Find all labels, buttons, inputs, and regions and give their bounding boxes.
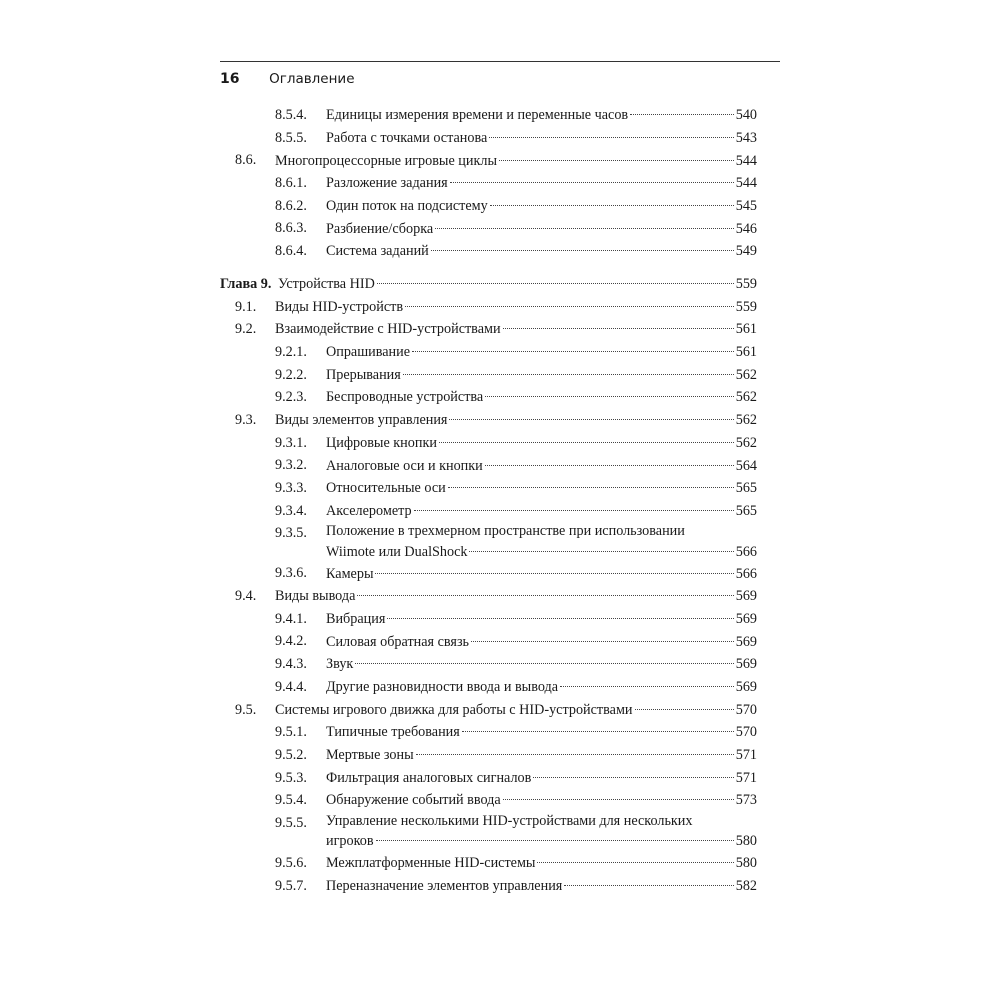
toc-entry-title: Многопроцессорные игровые циклы bbox=[275, 152, 497, 169]
toc-entry-number: Глава 9. bbox=[220, 275, 272, 292]
toc-entry-number: 9.2.3. bbox=[275, 389, 307, 406]
toc-entry-title: Мертвые зоны bbox=[326, 747, 414, 764]
toc-entry-number: 9.3.6. bbox=[275, 565, 307, 582]
toc-entry[interactable] bbox=[220, 500, 757, 523]
toc-entry-page: 540 bbox=[735, 107, 757, 124]
toc-entry-title: Положение в трехмерном пространстве при использовании bbox=[326, 523, 685, 540]
toc-entry-text bbox=[326, 500, 757, 523]
toc-entry-page: 569 bbox=[735, 679, 757, 695]
toc-entry-title: Вибрация bbox=[326, 610, 386, 627]
toc-entry-number: 9.5.5. bbox=[275, 814, 307, 831]
toc-entry-page: 571 bbox=[735, 769, 757, 786]
dot-leader bbox=[462, 717, 734, 732]
toc-entry-number: 8.6. bbox=[235, 152, 257, 169]
toc-entry-page: 544 bbox=[735, 175, 757, 192]
dot-leader bbox=[412, 337, 734, 352]
dot-leader bbox=[485, 382, 734, 397]
dot-leader bbox=[403, 360, 734, 375]
dot-leader bbox=[375, 558, 733, 573]
dot-leader bbox=[357, 581, 733, 596]
toc-entry-number: 9.4.4. bbox=[275, 678, 307, 695]
dot-leader bbox=[503, 314, 734, 329]
toc-entry-number: 8.6.2. bbox=[275, 197, 307, 214]
toc-entry-text bbox=[326, 789, 757, 812]
dot-leader bbox=[435, 213, 734, 228]
toc-entry-title: Опрашивание bbox=[326, 344, 411, 361]
toc-entry-number: 9.3.1. bbox=[275, 434, 307, 451]
dot-leader bbox=[471, 626, 734, 641]
toc-entry[interactable] bbox=[220, 240, 757, 263]
toc-entry-number: 9.2.1. bbox=[275, 343, 307, 360]
toc-entry-title: Межплатформенные HID-системы bbox=[326, 855, 536, 872]
dot-leader bbox=[564, 871, 733, 886]
dot-leader bbox=[387, 604, 733, 619]
toc-entry-title: Устройства HID bbox=[278, 276, 375, 292]
toc-entry-title: Разбиение/сборка bbox=[326, 220, 434, 237]
dot-leader bbox=[448, 473, 734, 488]
toc-entry-number: 9.4.2. bbox=[275, 633, 307, 650]
toc-entry[interactable] bbox=[220, 789, 757, 812]
toc-entry-page: 565 bbox=[735, 502, 757, 519]
toc-entry[interactable] bbox=[220, 812, 757, 852]
toc-entry-number: 9.5.3. bbox=[275, 769, 307, 786]
toc-entry-page: 545 bbox=[735, 197, 757, 214]
toc-entry-page: 573 bbox=[735, 792, 757, 809]
toc-entry-number: 9.5.1. bbox=[275, 724, 307, 741]
dot-leader bbox=[503, 785, 734, 800]
toc-entry-page: 569 bbox=[735, 633, 757, 650]
toc-entry-page: 570 bbox=[735, 724, 757, 741]
toc-entry-page: 543 bbox=[735, 129, 757, 146]
dot-leader bbox=[489, 123, 733, 138]
toc-entry-number: 9.1. bbox=[235, 298, 257, 315]
toc-entry-page: 549 bbox=[735, 243, 757, 260]
dot-leader bbox=[635, 695, 734, 710]
toc-entry-number: 9.3.4. bbox=[275, 502, 307, 519]
toc-entry-number: 8.5.4. bbox=[275, 107, 307, 123]
toc-entry-title: Аналоговые оси и кнопки bbox=[326, 457, 483, 474]
toc-entry-number: 9.5.6. bbox=[275, 854, 307, 871]
dot-leader bbox=[469, 536, 733, 551]
running-title: Оглавление bbox=[269, 71, 355, 87]
toc-entry-title: Один поток на подсистему bbox=[326, 197, 488, 214]
dot-leader bbox=[405, 292, 734, 307]
toc-entry-title: Разложение задания bbox=[326, 175, 448, 192]
toc-entry-number: 9.2. bbox=[235, 321, 257, 338]
toc-entry-page: 580 bbox=[735, 855, 757, 872]
toc-entry-number: 9.3.3. bbox=[275, 480, 307, 496]
toc-entry-title: Звук bbox=[326, 656, 354, 673]
dot-leader bbox=[499, 145, 734, 160]
toc-entry-title: Работа с точками останова bbox=[326, 129, 488, 146]
toc-entry-page: 561 bbox=[735, 344, 757, 361]
toc-entry-page: 562 bbox=[735, 434, 757, 451]
toc-entry-title: Акселерометр bbox=[326, 502, 412, 519]
toc-entry-number: 9.3.5. bbox=[275, 525, 307, 542]
toc-entry-number: 8.5.5. bbox=[275, 129, 307, 146]
toc-entry-page: 544 bbox=[735, 152, 757, 169]
toc-entry-title: Виды вывода bbox=[275, 588, 356, 605]
toc-entry-title: Камеры bbox=[326, 565, 374, 582]
dot-leader bbox=[355, 649, 733, 664]
toc-entry-title: Единицы измерения времени и переменные часов bbox=[326, 107, 629, 124]
toc-entry-number: 9.5.2. bbox=[275, 746, 307, 763]
dot-leader bbox=[431, 236, 734, 251]
toc-entry-number: 9.4. bbox=[235, 588, 257, 605]
dot-leader bbox=[560, 672, 734, 687]
toc-entry-page: 559 bbox=[735, 276, 757, 292]
toc-entry-leader-line bbox=[326, 500, 757, 523]
toc-entry-page: 562 bbox=[735, 389, 757, 406]
toc-entry-title-continued: Wiimote или DualShock bbox=[326, 543, 468, 560]
toc-entry-title: Система заданий bbox=[326, 243, 429, 260]
toc-entry-number: 8.6.1. bbox=[275, 175, 307, 192]
toc-entry-title: Виды элементов управления bbox=[275, 412, 448, 429]
dot-leader bbox=[376, 826, 734, 841]
toc-entry-title-continued: игроков bbox=[326, 833, 374, 850]
toc-entry-page: 580 bbox=[735, 833, 757, 850]
toc-entry-page: 569 bbox=[735, 588, 757, 605]
toc-entry-page: 570 bbox=[735, 701, 757, 718]
toc-entry-title: Обнаружение событий ввода bbox=[326, 792, 501, 809]
toc-entry-text bbox=[326, 875, 757, 898]
toc-entry-page: 569 bbox=[735, 610, 757, 627]
toc-entry-number: 8.6.4. bbox=[275, 243, 307, 260]
toc-entry-number: 9.3.2. bbox=[275, 457, 307, 474]
dot-leader bbox=[630, 100, 734, 115]
toc-entry-title: Виды HID-устройств bbox=[275, 298, 404, 315]
toc-entry-text bbox=[326, 522, 757, 560]
toc-entry-page: 571 bbox=[735, 747, 757, 764]
dot-leader bbox=[490, 191, 734, 206]
toc-entry-page: 562 bbox=[735, 412, 757, 429]
dot-leader bbox=[537, 848, 733, 863]
toc-entry-number: 9.4.1. bbox=[275, 610, 307, 627]
dot-leader bbox=[377, 269, 734, 284]
toc-entry-title: Беспроводные устройства bbox=[326, 389, 484, 406]
toc-entry-page: 561 bbox=[735, 321, 757, 338]
toc-entry-number: 9.5. bbox=[235, 701, 257, 718]
dot-leader bbox=[485, 450, 734, 465]
toc-entry-number: 9.4.3. bbox=[275, 656, 307, 673]
toc-entry-number: 9.5.4. bbox=[275, 792, 307, 809]
page-header bbox=[220, 61, 780, 87]
toc-entry-page: 562 bbox=[735, 366, 757, 383]
toc-entry-number: 9.5.7. bbox=[275, 877, 307, 894]
table-of-contents bbox=[220, 104, 757, 897]
toc-entry-title: Переназначение элементов управления bbox=[326, 877, 563, 894]
toc-entry[interactable] bbox=[220, 875, 757, 898]
toc-entry-title: Прерывания bbox=[326, 366, 401, 383]
toc-entry-title: Системы игрового движка для работы с HID-устройствами bbox=[275, 701, 633, 718]
toc-entry-title: Цифровые кнопки bbox=[326, 434, 437, 451]
dot-leader bbox=[533, 763, 733, 778]
toc-entry-title: Типичные требования bbox=[326, 724, 460, 741]
toc-entry-page: 559 bbox=[735, 298, 757, 315]
toc-entry-number: 9.3. bbox=[235, 411, 257, 428]
toc-entry-page: 566 bbox=[735, 565, 757, 582]
toc-entry-text bbox=[326, 812, 757, 850]
toc-entry-title: Фильтрация аналоговых сигналов bbox=[326, 769, 532, 786]
toc-entry-leader-line bbox=[326, 875, 757, 898]
dot-leader bbox=[439, 428, 734, 443]
dot-leader bbox=[414, 496, 734, 511]
dot-leader bbox=[449, 405, 733, 420]
toc-entry-number: 8.6.3. bbox=[275, 220, 307, 237]
toc-entry-leader-line bbox=[326, 240, 757, 263]
toc-entry-title: Управление несколькими HID-устройствами для нескольких bbox=[326, 812, 693, 829]
toc-entry-leader-line bbox=[326, 789, 757, 812]
toc-entry-number: 9.2.2. bbox=[275, 366, 307, 383]
toc-entry-title: Относительные оси bbox=[326, 480, 446, 497]
page-number: 16 bbox=[220, 71, 240, 87]
toc-entry-page: 565 bbox=[735, 480, 757, 497]
toc-entry-page: 546 bbox=[735, 220, 757, 237]
toc-entry-page: 566 bbox=[735, 543, 757, 560]
toc-entry-title: Взаимодействие с HID-устройствами bbox=[275, 321, 501, 338]
dot-leader bbox=[416, 740, 734, 755]
toc-entry-title: Другие разновидности ввода и вывода bbox=[326, 679, 559, 695]
toc-entry-text bbox=[326, 240, 757, 263]
toc-entry-page: 569 bbox=[735, 656, 757, 673]
dot-leader bbox=[450, 168, 734, 183]
toc-entry-page: 564 bbox=[735, 457, 757, 474]
toc-entry-page: 582 bbox=[735, 877, 757, 894]
toc-entry[interactable] bbox=[220, 522, 757, 562]
toc-entry-title: Силовая обратная связь bbox=[326, 633, 470, 650]
